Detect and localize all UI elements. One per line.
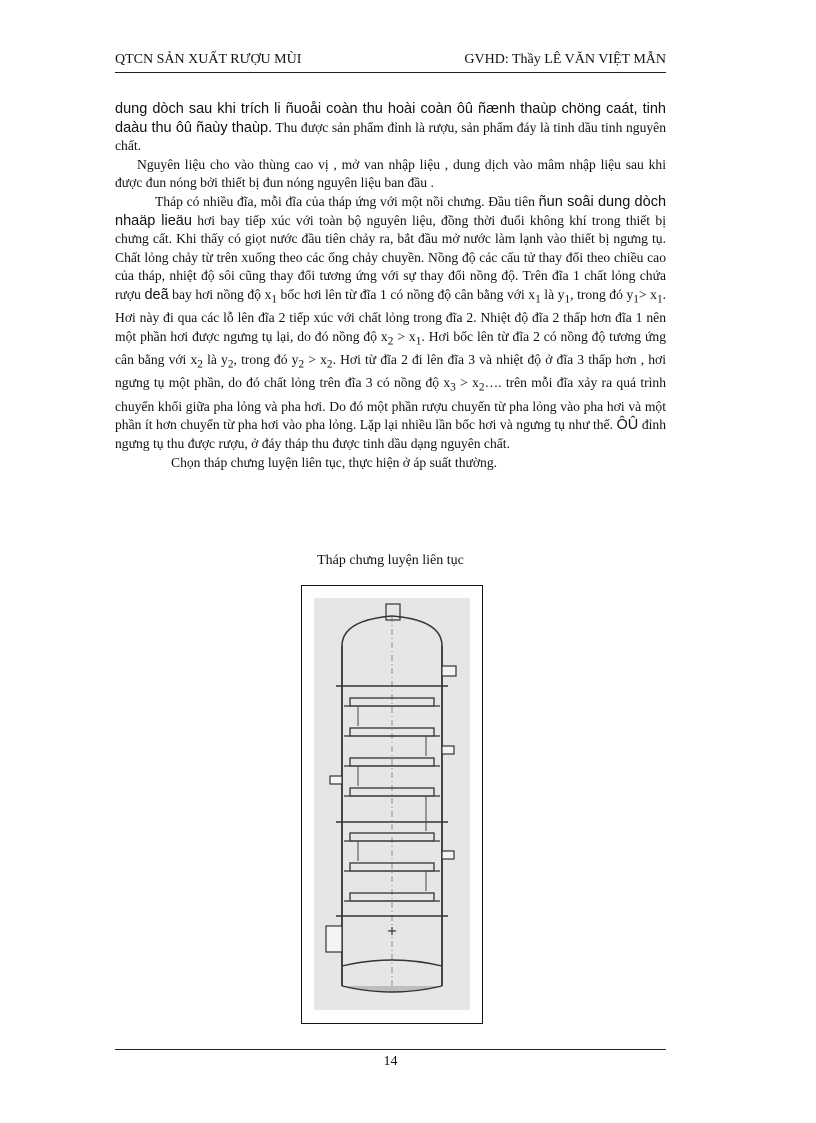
page-header — [115, 50, 666, 73]
page-number: 14 — [383, 1054, 398, 1069]
distillation-column-drawing — [302, 586, 482, 1023]
header-advisor: GVHD: Thầy LÊ VĂN VIỆT MẪN — [464, 52, 666, 67]
paragraph-1: dung dòch sau khi trích li ñuoåi coàn thu hoài coàn ôû ñænh thaùp chöng caát, tinh daàu thu ôû ñaùy thaùp. Thu được sản phẩm đỉnh là rượu, sản phẩm đáy là tinh dầu tinh nguyên chất. — [115, 101, 666, 154]
header-course-title: QTCN SẢN XUẤT RƯỢU MÙI — [115, 52, 302, 67]
paragraph-2: Nguyên liệu cho vào thùng cao vị , mở van nhập liệu , dung dịch vào mâm nhập liệu sau khi được đun nóng bởi thiết bị đun nóng nguyên liệu ban đầu . — [115, 156, 666, 191]
figure-caption: Tháp chưng luyện liên tục — [317, 553, 464, 568]
paragraph-3: Tháp có nhiều đĩa, mỗi đĩa của tháp ứng với một nồi chưng. Đầu tiên ñun soâi dung dòch nhaäp lieäu hơi bay tiếp xúc với toàn bộ nguyên liệu, đồng thời đuổi không khí trong thiết bị chưng cất. Khi thấy có giọt nước đầu tiên chảy ra, bắt đầu mở nước làm lạnh vào thiết bị ngưng tụ. Chất lỏng chảy từ trên xuống theo các ống chảy chuyền. Nồng độ các cấu tử thay đổi theo chiều cao của tháp, nhiệt độ sôi cũng thay đổi tương ứng với sự thay đổi nồng độ. Trên đĩa 1 chất lỏng chứa rượu deã bay hơi nồng độ $x_1$ bốc hơi lên từ đĩa 1 có nồng độ cân bằng với $x_1$ là $y_1$, trong đó $y_1> x_1$. Hơi này đi qua các lỗ lên đĩa 2 tiếp xúc với chất lỏng trong đĩa 2. Nhiệt độ đĩa 2 thấp hơn đĩa 1 nên một phần hơi được ngưng tụ lại, do đó nồng độ $x_2 > x_1$. Hơi bốc lên từ đĩa 2 có nồng độ tương ứng cân bằng với $x_2$ là $y_2$, trong đó $y_2 > x_2$. Hơi từ đĩa 2 đi lên đĩa 3 và nhiệt độ ở đĩa 3 thấp hơn , hơi ngưng tụ một phần, do đó chất lỏng trên đĩa 3 có nồng độ $x_3$ > $x_2\dots$. trên mỗi đĩa xảy ra quá trình chuyển khối giữa pha lỏng và pha hơi. Do đó một phần rượu chuyển từ pha lỏng vào pha hơi và một phần ít hơn chuyển từ pha hơi vào pha lỏng. Lặp lại nhiều lần bốc hơi và ngưng tụ như thế. ÔÛ đỉnh ngưng tụ thu được rượu, ở đáy tháp thu được tinh dầu dạng nguyên chất. — [115, 193, 667, 451]
distillation-column-figure — [301, 585, 483, 1024]
footer-rule — [115, 1049, 666, 1050]
body-text — [115, 100, 666, 472]
paragraph-4: Chọn tháp chưng luyện liên tục, thực hiện ở áp suất thường. — [171, 454, 498, 470]
